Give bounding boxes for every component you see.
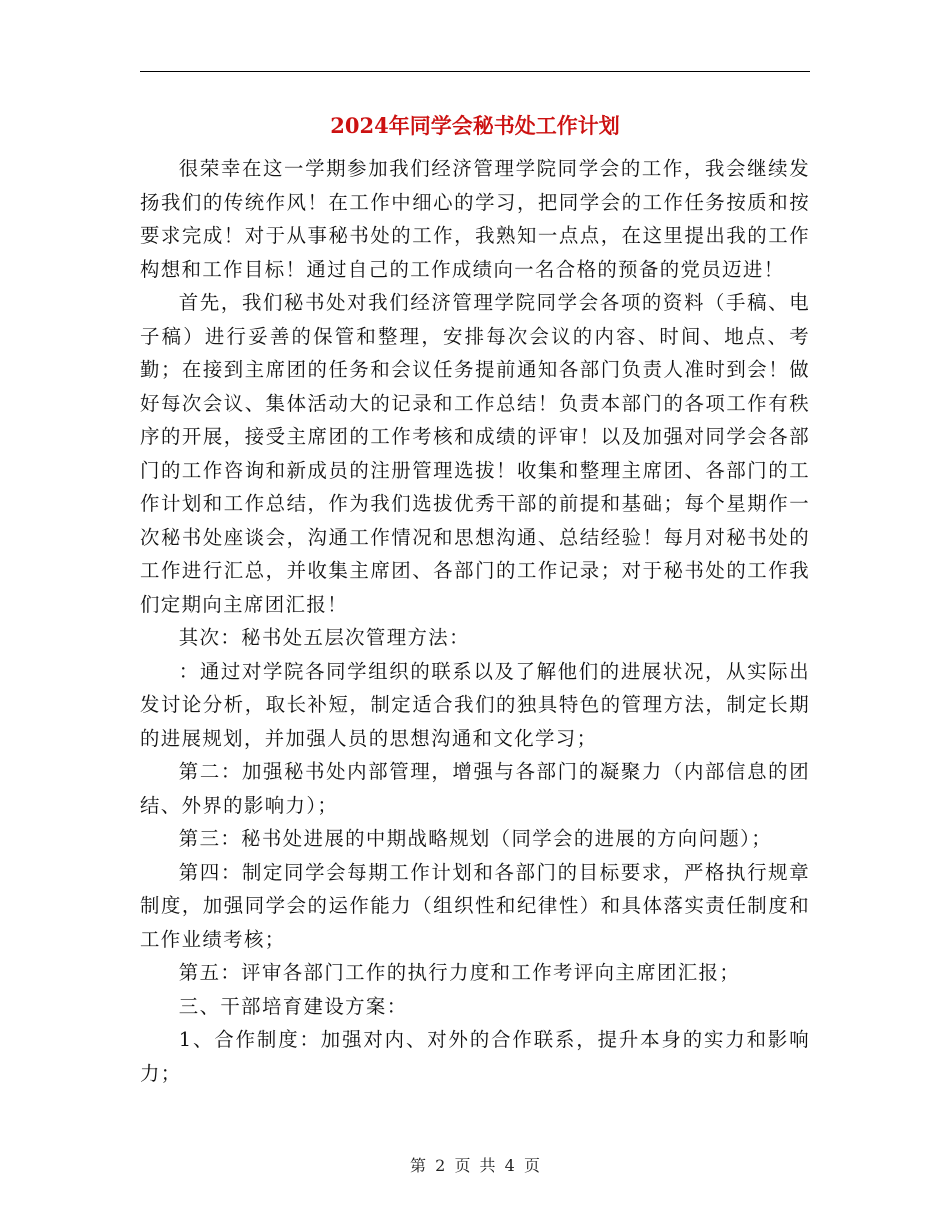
paragraph: 其次：秘书处五层次管理方法： xyxy=(178,626,470,649)
document-body xyxy=(140,152,810,1090)
paragraph: 首先，我们秘书处对我们经济管理学院同学会各项的资料（手稿、电子稿）进行妥善的保管和整理，安排每次会议的内容、时间、地点、考勤；在接到主席团的任务和会议任务提前通知各部门负责人准时到会！做好每次会议、集体活动大的记录和工作总结！负责本部门的各项工作有秩序的开展，接受主席团的工作考核和成绩的评审！以及加强对同学会各部门的工作咨询和新成员的注册管理选拔！收集和整理主席团、各部门的工作计划和工作总结，作为我们选拔优秀干部的前提和基础；每个星期作一次秘书处座谈会，沟通工作情况和思想沟通、总结经验！每月对秘书处的工作进行汇总，并收集主席团、各部门的工作记录；对于秘书处的工作我们定期向主席团汇报！ xyxy=(140,291,810,616)
paragraph: ：通过对学院各同学组织的联系以及了解他们的进展状况，从实际出发讨论分析，取长补短，制定适合我们的独具特色的管理方法，制定长期的进展规划，并加强人员的思想沟通和文化学习； xyxy=(140,659,810,750)
page-total: 4 xyxy=(504,1156,515,1175)
paragraph: 很荣幸在这一学期参加我们经济管理学院同学会的工作，我会继续发扬我们的传统作风！在工作中细心的学习，把同学会的工作任务按质和按要求完成！对于从事秘书处的工作，我熟知一点点，在这里提出我的工作构想和工作目标！通过自己的工作成绩向一名合格的预备的党员迈进！ xyxy=(140,157,810,281)
footer-label-ye2: 页 xyxy=(523,1156,540,1175)
page-number: 2 xyxy=(435,1156,446,1175)
paragraph: 三、干部培育建设方案： xyxy=(178,994,408,1018)
header-rule xyxy=(140,71,810,72)
footer-label-ye: 页 xyxy=(454,1156,471,1175)
document-title: 2024年同学会秘书处工作计划 xyxy=(330,113,620,138)
footer-label-gong: 共 xyxy=(479,1156,496,1175)
paragraph: 第二：加强秘书处内部管理，增强与各部门的凝聚力（内部信息的团结、外界的影响力）； xyxy=(140,760,810,817)
paragraph: 1、合作制度：加强对内、对外的合作联系，提升本身的实力和影响力； xyxy=(140,1028,810,1085)
paragraph: 第三：秘书处进展的中期战略规划（同学会的进展的方向问题）； xyxy=(178,827,773,850)
footer-label-di: 第 xyxy=(410,1156,427,1175)
paragraph: 第四：制定同学会每期工作计划和各部门的目标要求，严格执行规章制度，加强同学会的运作能力（组织性和纪律性）和具体落实责任制度和工作业绩考核； xyxy=(140,860,810,951)
page-footer xyxy=(0,1155,950,1177)
paragraph: 第五：评审各部门工作的执行力度和工作考评向主席团汇报； xyxy=(178,961,741,984)
